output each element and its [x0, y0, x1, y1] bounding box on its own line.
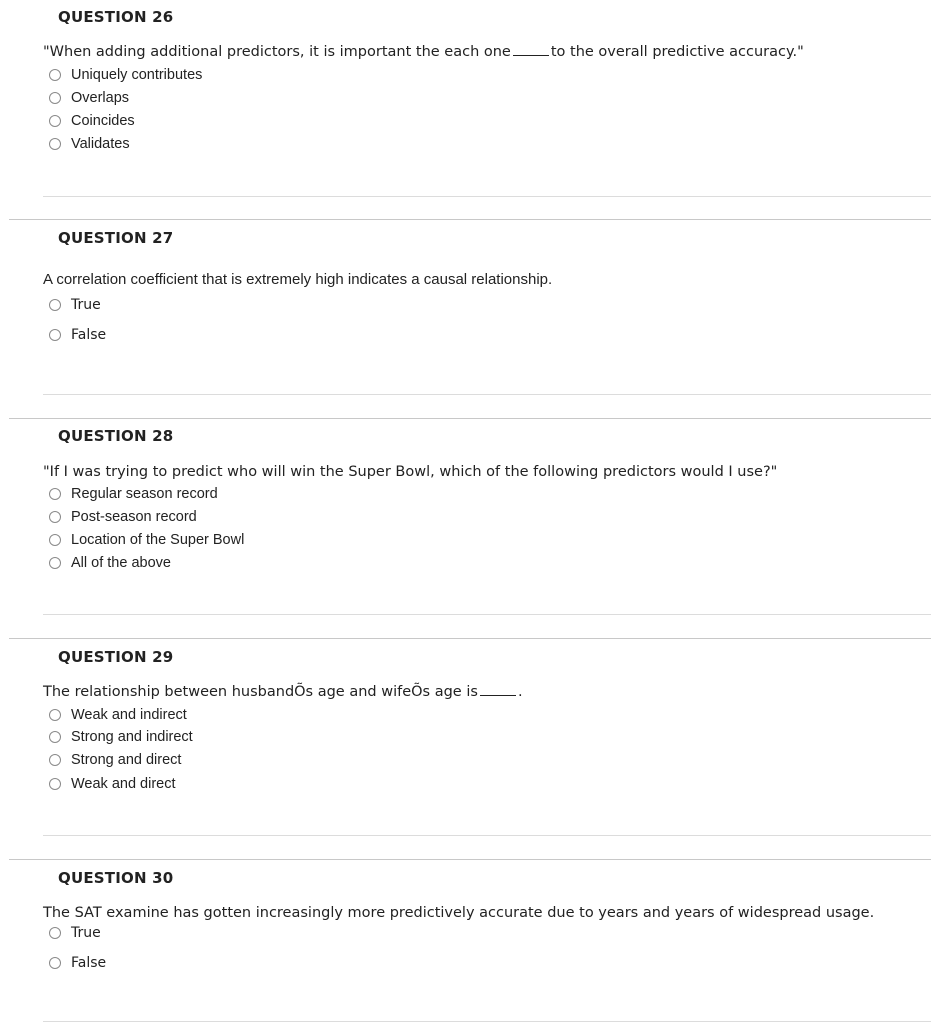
- question-separator: [9, 219, 931, 220]
- question-separator: [9, 418, 931, 419]
- question-26-text: "When adding additional predictors, it is important the each one to the overall predictive accuracy.": [43, 44, 804, 60]
- divider: [43, 614, 931, 615]
- radio-button[interactable]: [49, 709, 61, 721]
- q29-option-4[interactable]: Weak and direct: [49, 776, 176, 792]
- answer-blank: [480, 695, 516, 696]
- q28-option-3[interactable]: Location of the Super Bowl: [49, 532, 244, 548]
- q28-option-2[interactable]: Post-season record: [49, 509, 197, 525]
- q27-option-false[interactable]: False: [49, 327, 106, 343]
- q26-option-2[interactable]: Overlaps: [49, 90, 129, 106]
- answer-blank: [513, 55, 549, 56]
- radio-button[interactable]: [49, 957, 61, 969]
- question-27-text: A correlation coefficient that is extremely high indicates a causal relationship.: [43, 271, 553, 288]
- divider: [43, 394, 931, 395]
- divider: [43, 1021, 931, 1022]
- radio-button[interactable]: [49, 778, 61, 790]
- radio-button[interactable]: [49, 138, 61, 150]
- question-29-text: The relationship between husbandÕs age and wifeÕs age is .: [43, 684, 523, 700]
- q26-option-4[interactable]: Validates: [49, 136, 130, 152]
- radio-button[interactable]: [49, 115, 61, 127]
- radio-button[interactable]: [49, 488, 61, 500]
- question-30-title: QUESTION 30: [58, 869, 174, 887]
- q30-option-true[interactable]: True: [49, 925, 101, 941]
- question-26-title: QUESTION 26: [58, 8, 174, 26]
- q28-option-4[interactable]: All of the above: [49, 555, 171, 571]
- radio-button[interactable]: [49, 299, 61, 311]
- question-separator: [9, 859, 931, 860]
- question-28-text: "If I was trying to predict who will win the Super Bowl, which of the following predictors would I use?": [43, 464, 778, 480]
- radio-button[interactable]: [49, 534, 61, 546]
- divider: [43, 196, 931, 197]
- radio-button[interactable]: [49, 511, 61, 523]
- radio-button[interactable]: [49, 754, 61, 766]
- radio-button[interactable]: [49, 329, 61, 341]
- q30-option-false[interactable]: False: [49, 955, 106, 971]
- question-27-title: QUESTION 27: [58, 229, 174, 247]
- radio-button[interactable]: [49, 557, 61, 569]
- q29-option-1[interactable]: Weak and indirect: [49, 707, 187, 723]
- question-30-text: The SAT examine has gotten increasingly more predictively accurate due to years and years of widespread usage.: [43, 905, 875, 921]
- question-29-title: QUESTION 29: [58, 648, 174, 666]
- q26-option-3[interactable]: Coincides: [49, 113, 135, 129]
- q28-option-1[interactable]: Regular season record: [49, 486, 218, 502]
- radio-button[interactable]: [49, 731, 61, 743]
- question-separator: [9, 638, 931, 639]
- q29-option-3[interactable]: Strong and direct: [49, 752, 181, 768]
- q26-option-1[interactable]: Uniquely contributes: [49, 67, 202, 83]
- divider: [43, 835, 931, 836]
- radio-button[interactable]: [49, 927, 61, 939]
- radio-button[interactable]: [49, 69, 61, 81]
- q29-option-2[interactable]: Strong and indirect: [49, 729, 193, 745]
- q27-option-true[interactable]: True: [49, 297, 101, 313]
- question-28-title: QUESTION 28: [58, 427, 174, 445]
- radio-button[interactable]: [49, 92, 61, 104]
